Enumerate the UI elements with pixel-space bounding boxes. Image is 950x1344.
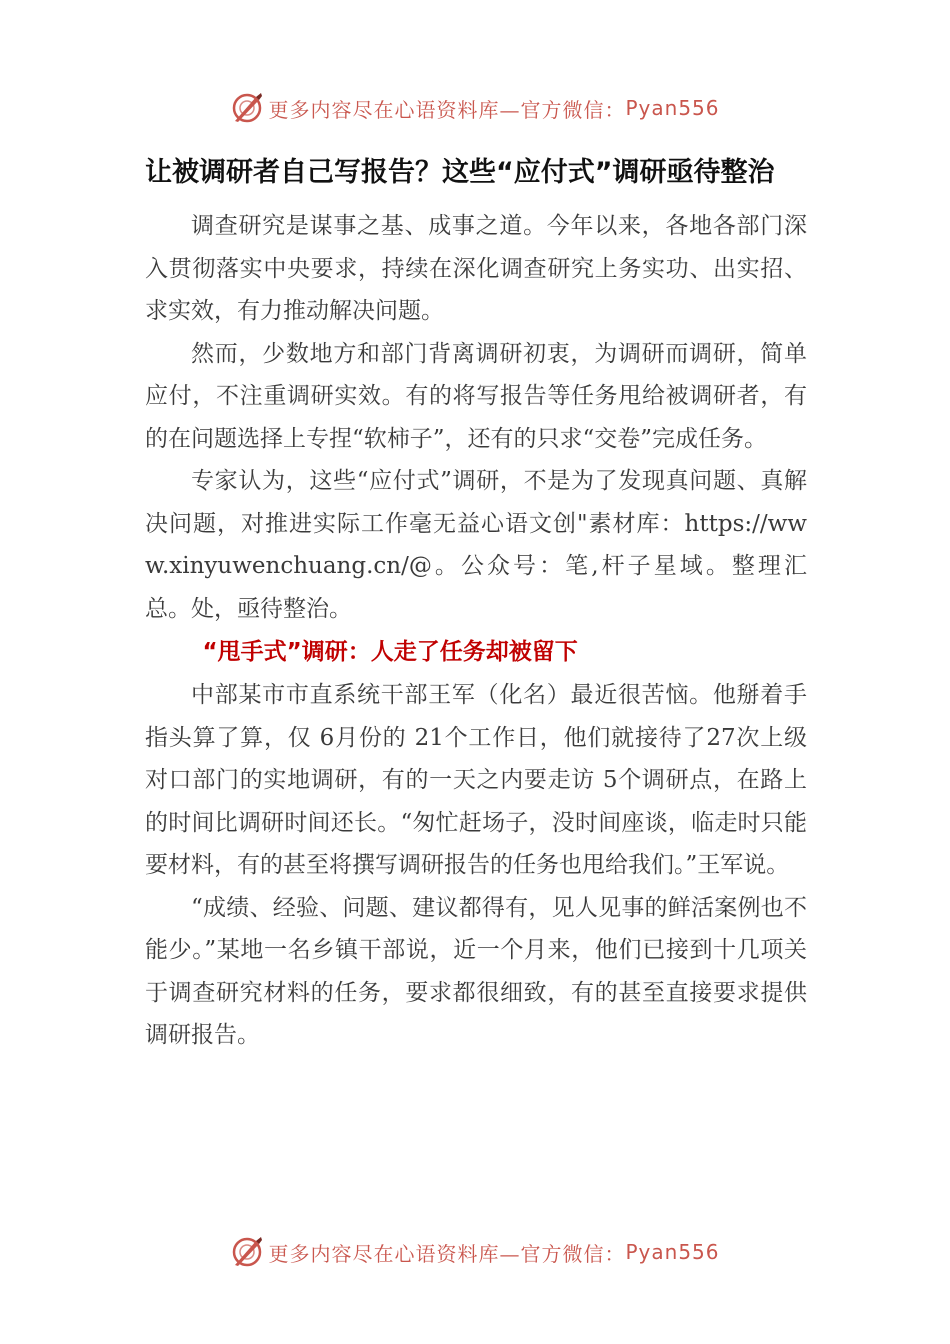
paragraph: 然而，少数地方和部门背离调研初衷，为调研而调研，简单应付，不注重调研实效。有的将写报告等任务甩给被调研者，有的在问题选择上专捏“软柿子”，还有的只求“交卷”完成任务。 — [145, 340, 807, 452]
header-banner — [0, 88, 950, 128]
banner-text: 更多内容尽在心语资料库—官方微信： — [268, 97, 626, 122]
article — [145, 146, 807, 1057]
banner-text: 更多内容尽在心语资料库—官方微信： — [268, 1241, 626, 1266]
footer-banner — [0, 1232, 950, 1272]
article-title: 让被调研者自己写报告？这些“应付式”调研亟待整治 — [145, 157, 775, 188]
paragraph: “成绩、经验、问题、建议都得有，见人见事的鲜活案例也不能少。”某地一名乡镇干部说，近一个月来，他们已接到十几项关于调查研究材料的任务，要求都很细致，有的甚至直接要求提供调研报告。 — [145, 894, 807, 1048]
banner-wechat-id: Pyan556 — [625, 1240, 720, 1264]
paragraph: 中部某市市直系统干部王军（化名）最近很苦恼。他掰着手指头算了算，仅 6月份的 21个工作日，他们就接待了27次上级对口部门的实地调研，有的一天之内要走访 5个调研点，在路上的时间比调研时间还长。“匆忙赶场子，没时间座谈，临走时只能要材料，有的甚至将撰写调研报告的任务也甩给我们。”王军说。 — [145, 682, 807, 878]
paragraph: 调查研究是谋事之基、成事之道。今年以来，各地各部门深入贯彻落实中央要求，持续在深化调查研究上务实功、出实招、求实效，有力推动解决问题。 — [145, 213, 807, 324]
banner-wechat-id: Pyan556 — [625, 96, 720, 120]
section-subheading: “甩手式”调研：人走了任务却被留下 — [202, 639, 578, 665]
pen-circle-logo-icon — [230, 1235, 264, 1269]
paragraph: 专家认为，这些“应付式”调研，不是为了发现真问题、真解决问题，对推进实际工作毫无益心语文创"素材库：https://www.xinyuwenchuang.cn/@。公众号：笔,杆子星域。整理汇总。处，亟待整治。 — [145, 468, 807, 622]
pen-circle-logo-icon — [230, 91, 264, 125]
